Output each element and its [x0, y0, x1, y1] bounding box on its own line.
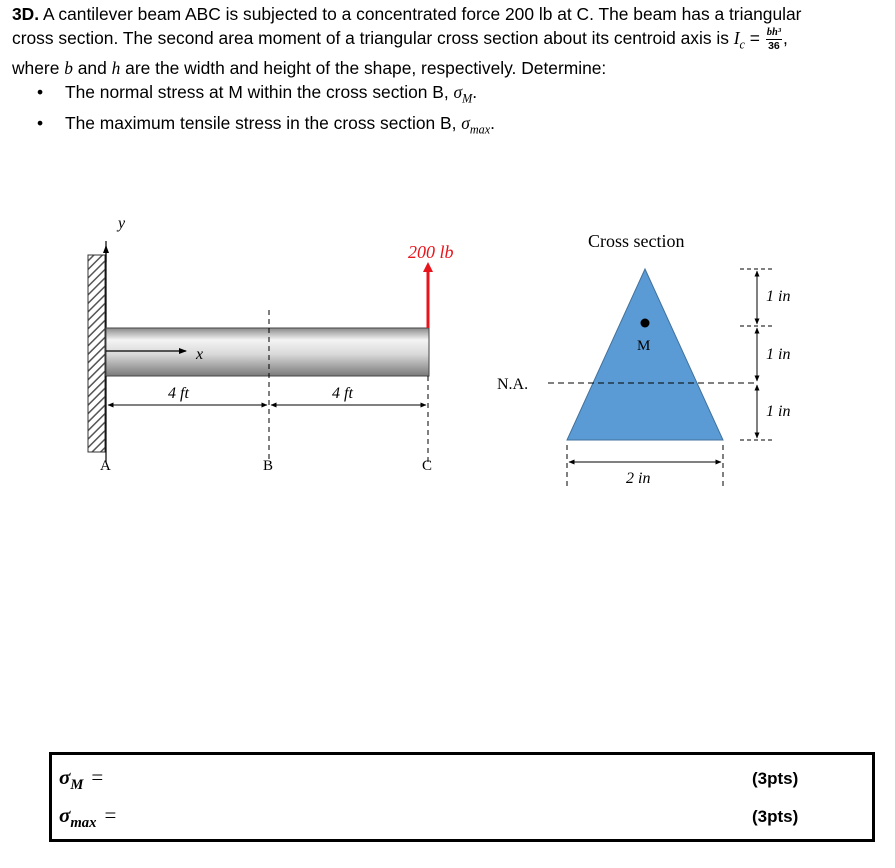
points-sigma-m: (3pts) [752, 769, 799, 788]
answer-sigma-max [59, 803, 116, 832]
point-c-label: C [422, 458, 433, 474]
dimension-top-label: 1 in [766, 288, 791, 305]
point-m-dot [641, 319, 650, 328]
problem-text-3c: are the width and height of the shape, respectively. Determine: [125, 58, 607, 79]
problem-text-2: cross section. The second area moment of a triangular cross section about its centroid axis is [12, 28, 729, 48]
sigma-subscript: max [469, 122, 491, 137]
task-text: The normal stress at M within the cross section B, [65, 82, 449, 103]
problem-text-3b: and [77, 58, 107, 79]
fixed-support-wall [88, 255, 105, 452]
sigma-glyph: σ [461, 112, 470, 133]
var-h: h [111, 58, 121, 79]
sigma-subscript: M [70, 777, 84, 794]
problem-text-1: A cantilever beam ABC is subjected to a concentrated force 200 lb at C. The beam has a triangular [42, 4, 802, 24]
cross-section-diagram [497, 231, 790, 487]
answer-sigma-m [59, 765, 103, 794]
point-b-label: B [263, 458, 274, 474]
sigma-glyph: σ [59, 765, 71, 789]
dimension-mid-label: 1 in [766, 346, 791, 363]
point-m-label: M [637, 338, 651, 354]
force-arrow-head [423, 262, 433, 272]
x-axis-label: x [196, 346, 204, 363]
task-period: . [472, 82, 478, 103]
triangle-cross-section [567, 269, 723, 440]
fraction-denominator: 36 [768, 39, 780, 52]
dimension-bc-label: 4 ft [332, 385, 353, 402]
task-period: . [490, 112, 495, 133]
task-text: The maximum tensile stress in the cross section B, [65, 112, 457, 133]
fraction-numerator: bh³ [766, 26, 782, 38]
equals-sign: = [91, 765, 104, 789]
cross-section-title: Cross section [588, 231, 685, 251]
sigma-subscript: max [70, 815, 97, 832]
fraction-comma: , [783, 28, 788, 48]
y-axis-label: y [118, 215, 126, 232]
var-b: b [64, 58, 73, 79]
problem-number: 3D. [12, 4, 40, 24]
point-a-label: A [100, 458, 111, 474]
beam-body [106, 328, 429, 376]
problem-text-3a: where [12, 58, 60, 79]
neutral-axis-label: N.A. [497, 376, 529, 393]
equals-sign: = [749, 28, 760, 48]
force-label: 200 lb [408, 242, 454, 262]
dimension-width-label: 2 in [626, 470, 651, 487]
sigma-subscript: M [462, 91, 473, 106]
dimension-ab-label: 4 ft [168, 385, 189, 402]
dimension-bottom-label: 1 in [766, 403, 791, 420]
answer-box [49, 752, 875, 842]
points-sigma-max: (3pts) [752, 807, 799, 826]
ic-letter: I [733, 28, 740, 48]
beam-diagram [88, 215, 454, 474]
sigma-glyph: σ [453, 82, 463, 103]
sigma-glyph: σ [59, 803, 71, 827]
equals-sign: = [104, 803, 117, 827]
ic-subscript: c [739, 37, 745, 52]
